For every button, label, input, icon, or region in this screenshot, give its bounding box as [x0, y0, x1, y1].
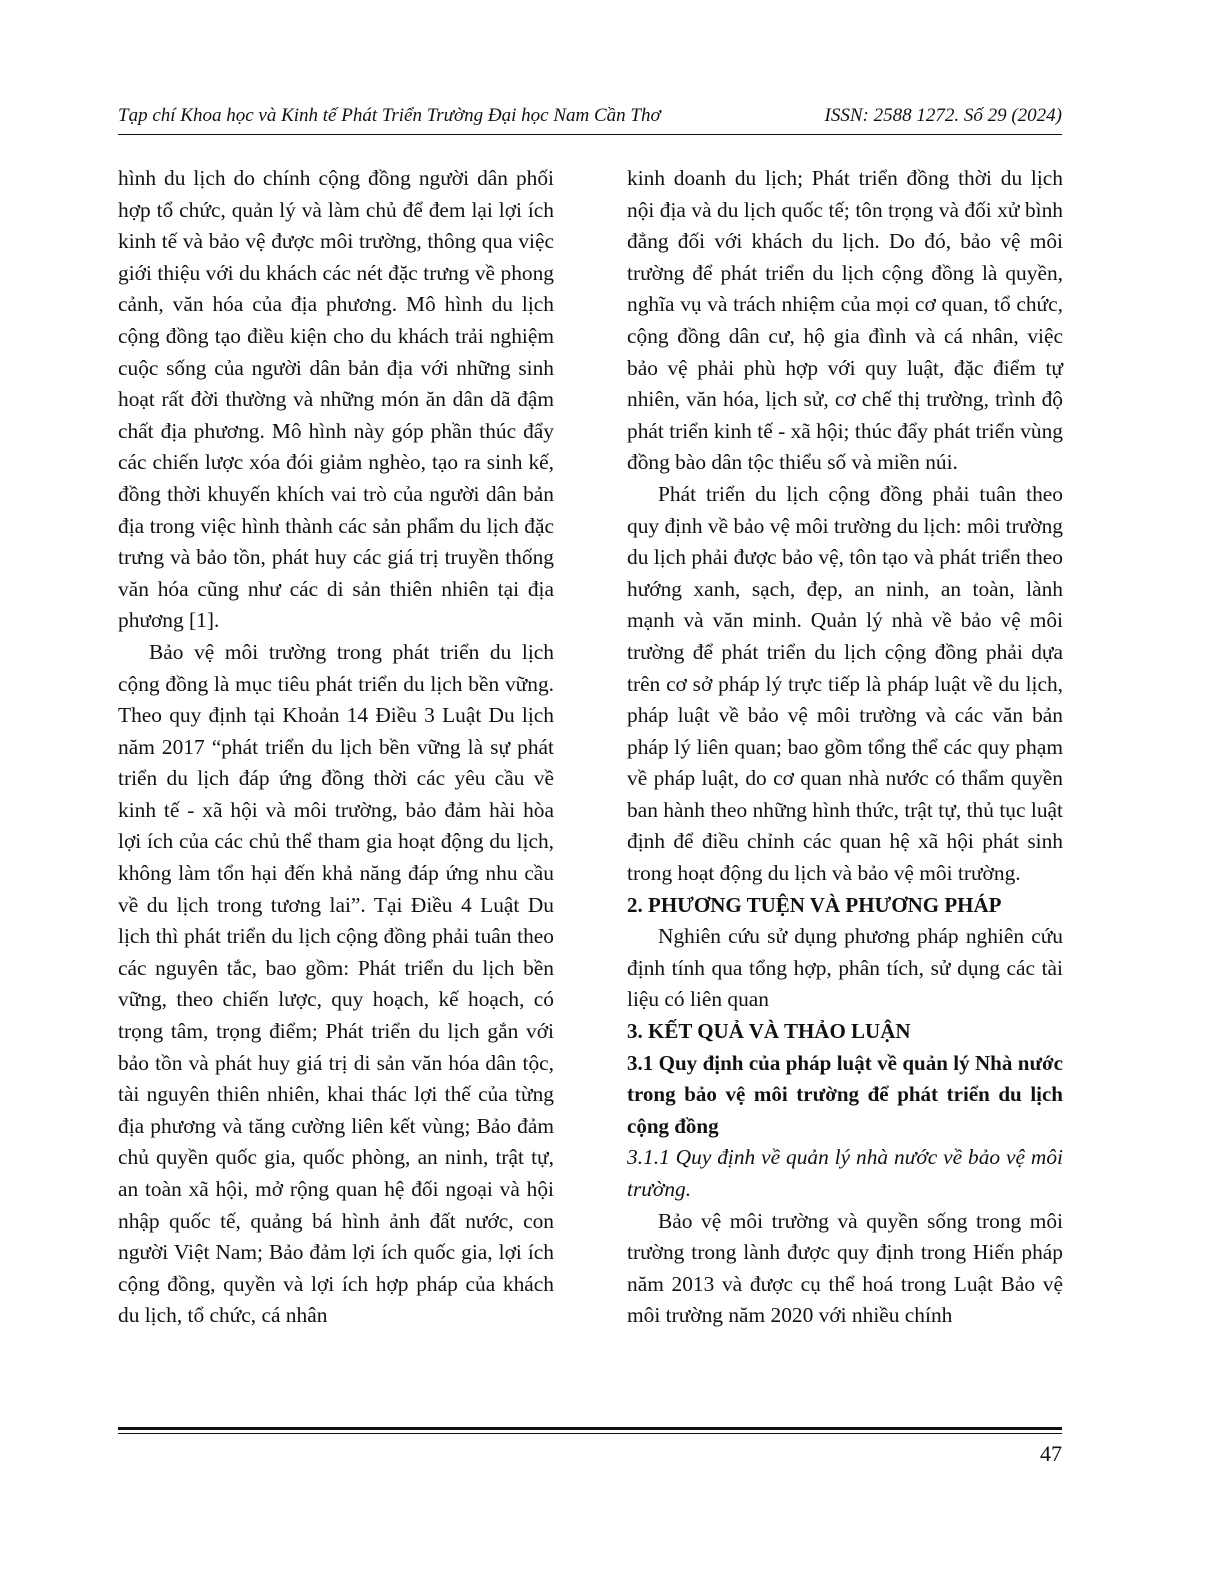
- right-column: [627, 163, 1063, 1332]
- section-heading-3: 3. KẾT QUẢ VÀ THẢO LUẬN: [627, 1019, 911, 1044]
- left-column: [118, 163, 554, 1332]
- paragraph: hình du lịch do chính cộng đồng người dân phối hợp tổ chức, quản lý và làm chủ để đem lại lợi ích kinh tế và bảo vệ được môi trường, thông qua việc giới thiệu với du khách các nét đặc trưng về phong cảnh, văn hóa của địa phương. Mô hình du lịch cộng đồng tạo điều kiện cho du khách trải nghiệm cuộc sống của người dân bản địa với những sinh hoạt rất đời thường và những món ăn dân dã đậm chất địa phương. Mô hình này góp phần thúc đẩy các chiến lược xóa đói giảm nghèo, tạo ra sinh kế, đồng thời khuyến khích vai trò của người dân bản địa trong việc hình thành các sản phẩm du lịch đặc trưng và bảo tồn, phát huy các giá trị truyền thống văn hóa cũng như các di sản thiên nhiên tại địa phương [1].: [118, 166, 554, 633]
- paragraph: Bảo vệ môi trường và quyền sống trong môi trường trong lành được quy định trong Hiến pháp năm 2013 và được cụ thể hoá trong Luật Bảo vệ môi trường năm 2020 với nhiều chính: [627, 1208, 1063, 1328]
- footer-rule-thin: [118, 1433, 1062, 1434]
- paragraph: kinh doanh du lịch; Phát triển đồng thời du lịch nội địa và du lịch quốc tế; tôn trọng và đối xử bình đẳng đối với khách du lịch. Do đó, bảo vệ môi trường để phát triển du lịch cộng đồng là quyền, nghĩa vụ và trách nhiệm của mọi cơ quan, tổ chức, cộng đồng dân cư, hộ gia đình và cá nhân, việc bảo vệ phải phù hợp với quy luật, đặc điểm tự nhiên, văn hóa, lịch sử, cơ chế thị trường, trình độ phát triển kinh tế - xã hội; thúc đẩy phát triển vùng đồng bào dân tộc thiểu số và miền núi.: [627, 166, 1063, 475]
- page-number: 47: [1040, 1441, 1062, 1466]
- footer-rule-thick: [118, 1427, 1062, 1430]
- paragraph: Nghiên cứu sử dụng phương pháp nghiên cứu định tính qua tổng hợp, phân tích, sử dụng các tài liệu có liên quan: [627, 924, 1063, 1012]
- running-header: [118, 100, 1062, 132]
- paragraph: Bảo vệ môi trường trong phát triển du lịch cộng đồng là mục tiêu phát triển du lịch bền vững. Theo quy định tại Khoản 14 Điều 3 Luật Du lịch năm 2017 “phát triển du lịch bền vững là sự phát triển du lịch đáp ứng đồng thời các yêu cầu về kinh tế - xã hội và môi trường, bảo đảm hài hòa lợi ích của các chủ thể tham gia hoạt động du lịch, không làm tổn hại đến khả năng đáp ứng nhu cầu về du lịch trong tương lai”. Tại Điều 4 Luật Du lịch thì phát triển du lịch cộng đồng phải tuân theo các nguyên tắc, bao gồm: Phát triển du lịch bền vững, theo chiến lược, quy hoạch, kế hoạch, có trọng tâm, trọng điểm; Phát triển du lịch gắn với bảo tồn và phát huy giá trị di sản văn hóa dân tộc, tài nguyên thiên nhiên, khai thác lợi thế của từng địa phương và tăng cường liên kết vùng; Bảo đảm chủ quyền quốc gia, quốc phòng, an ninh, trật tự, an toàn xã hội, mở rộng quan hệ đối ngoại và hội nhập quốc tế, quảng bá hình ảnh đất nước, con người Việt Nam; Bảo đảm lợi ích quốc gia, lợi ích cộng đồng, quyền và lợi ích hợp pháp của khách du lịch, tổ chức, cá nhân: [118, 639, 554, 1328]
- paragraph: Phát triển du lịch cộng đồng phải tuân theo quy định về bảo vệ môi trường du lịch: môi trường du lịch phải được bảo vệ, tôn tạo và phát triển theo hướng xanh, sạch, đẹp, an ninh, an toàn, lành mạnh và văn minh. Quản lý nhà về bảo vệ môi trường để phát triển du lịch cộng đồng phải dựa trên cơ sở pháp lý trực tiếp là pháp luật về du lịch, pháp luật về bảo vệ môi trường và các văn bản pháp lý liên quan; bao gồm tổng thể các quy phạm về pháp luật, do cơ quan nhà nước có thẩm quyền ban hành theo những hình thức, trật tự, thủ tục luật định để điều chỉnh các quan hệ xã hội phát sinh trong hoạt động du lịch và bảo vệ môi trường.: [627, 481, 1063, 886]
- section-heading-2: 2. PHƯƠNG TUỆN VÀ PHƯƠNG PHÁP: [627, 892, 1002, 917]
- subsubsection-heading-3-1-1: 3.1.1 Quy định về quản lý nhà nước về bảo vệ môi trường.: [627, 1145, 1063, 1201]
- subsection-heading-3-1: 3.1 Quy định của pháp luật về quản lý Nhà nước trong bảo vệ môi trường để phát triển du lịch cộng đồng: [627, 1050, 1063, 1138]
- issn-issue: ISSN: 2588 1272. Số 29 (2024): [824, 105, 1062, 126]
- header-rule: [118, 134, 1062, 135]
- journal-title: Tạp chí Khoa học và Kinh tế Phát Triển Trường Đại học Nam Cần Thơ: [118, 105, 661, 126]
